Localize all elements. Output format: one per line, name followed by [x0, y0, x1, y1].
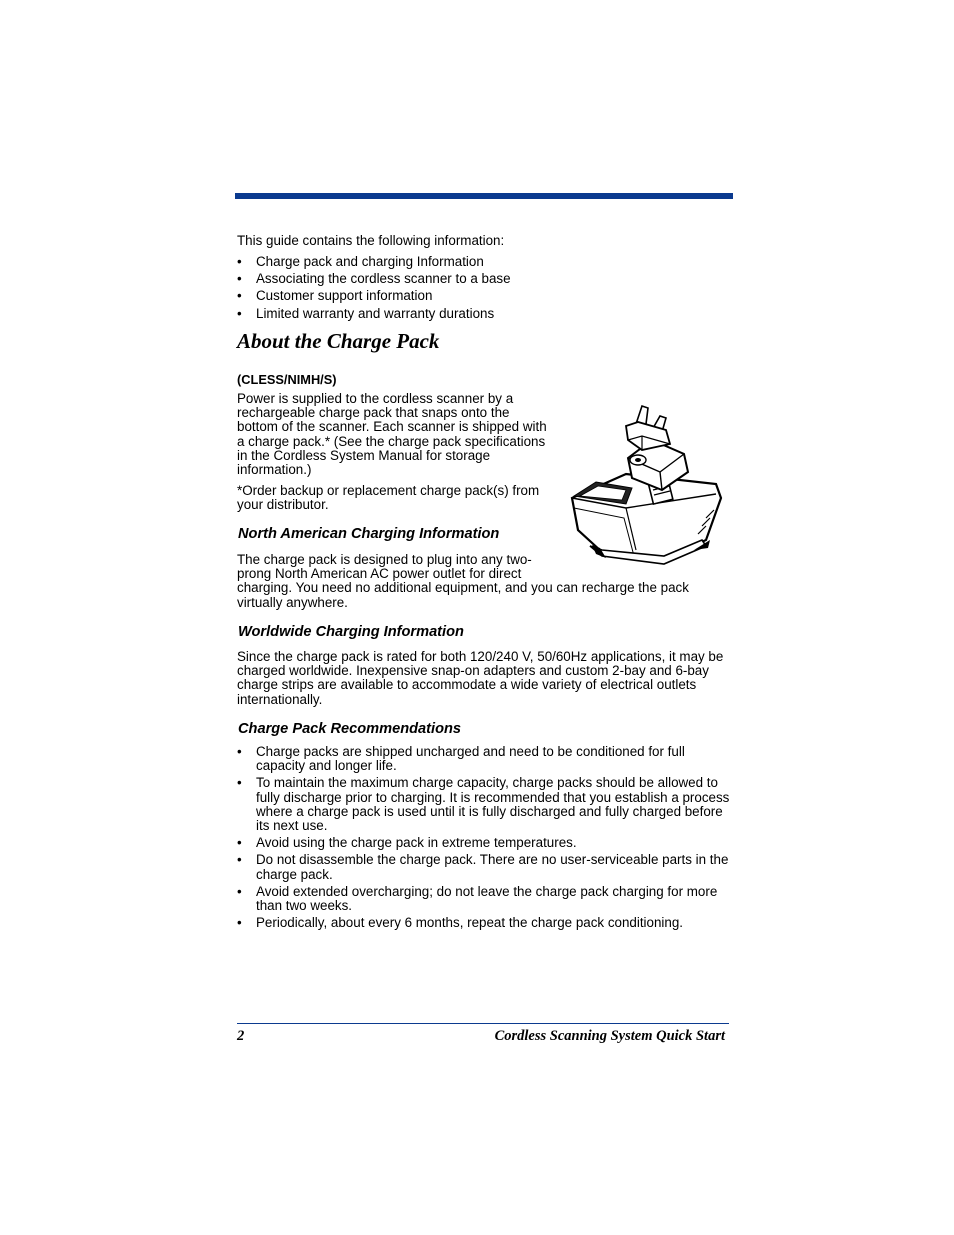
intro-block	[237, 233, 733, 323]
list-item: • Customer support information	[237, 288, 733, 303]
recommendations-list	[237, 745, 733, 933]
list-item: • Charge pack and charging Information	[237, 254, 733, 269]
worldwide-body: Since the charge pack is rated for both 120/240 V, 50/60Hz applications, it may be charged worldwide. Inexpensive snap-on adapters and custom 2-bay and 6-bay charge strips are available to accommodate a wide variety of electrical outlets internationally.	[237, 649, 724, 707]
north-america-body	[237, 553, 733, 610]
list-item: • Charge packs are shipped uncharged and need to be conditioned for full capacity and longer life.	[237, 745, 733, 773]
list-item: • Periodically, about every 6 months, repeat the charge pack conditioning.	[237, 916, 733, 930]
list-item: • Limited warranty and warranty durations	[237, 306, 733, 321]
list-item: • Do not disassemble the charge pack. There are no user-serviceable parts in the charge pack.	[237, 853, 733, 881]
north-america-line-1: The charge pack is designed to plug into any two-	[237, 552, 532, 567]
list-item: • To maintain the maximum charge capacity, charge packs should be allowed to fully discharge prior to charging. It is recommended that you establish a process where a charge pack is used until it is fully discharged and fully charged before its next use.	[237, 776, 733, 833]
intro-lead: This guide contains the following information:	[237, 233, 505, 248]
section-title: About the Charge Pack	[237, 329, 440, 353]
page-number: 2	[237, 1028, 245, 1044]
intro-list	[237, 254, 733, 321]
header-rule	[235, 193, 733, 199]
section-footnote: *Order backup or replacement charge pack(s) from your distributor.	[237, 483, 540, 513]
north-america-line-rest: charging. You need no additional equipment, and you can recharge the pack virtually anywhere.	[237, 580, 689, 610]
section-body: Power is supplied to the cordless scanner by a rechargeable charge pack that snaps onto the bottom of the scanner. Each scanner is shipped with a charge pack.* (See the charge pack specifications in the Cordless System Manual for storage information.)	[237, 391, 547, 478]
model-number: (CLESS/NIMH/S)	[237, 372, 337, 387]
list-item: • Avoid extended overcharging; do not leave the charge pack charging for more than two weeks.	[237, 885, 733, 913]
list-item: • Associating the cordless scanner to a base	[237, 271, 733, 286]
list-item: • Avoid using the charge pack in extreme temperatures.	[237, 836, 733, 850]
recommendations-heading: Charge Pack Recommendations	[238, 721, 462, 737]
worldwide-heading: Worldwide Charging Information	[238, 624, 464, 640]
footer-title: Cordless Scanning System Quick Start	[494, 1028, 725, 1044]
footer-rule	[237, 1023, 729, 1024]
north-america-heading: North American Charging Information	[238, 526, 500, 542]
charge-pack-illustration	[566, 400, 726, 568]
north-america-line-2: prong North American AC power outlet for direct	[237, 566, 522, 582]
